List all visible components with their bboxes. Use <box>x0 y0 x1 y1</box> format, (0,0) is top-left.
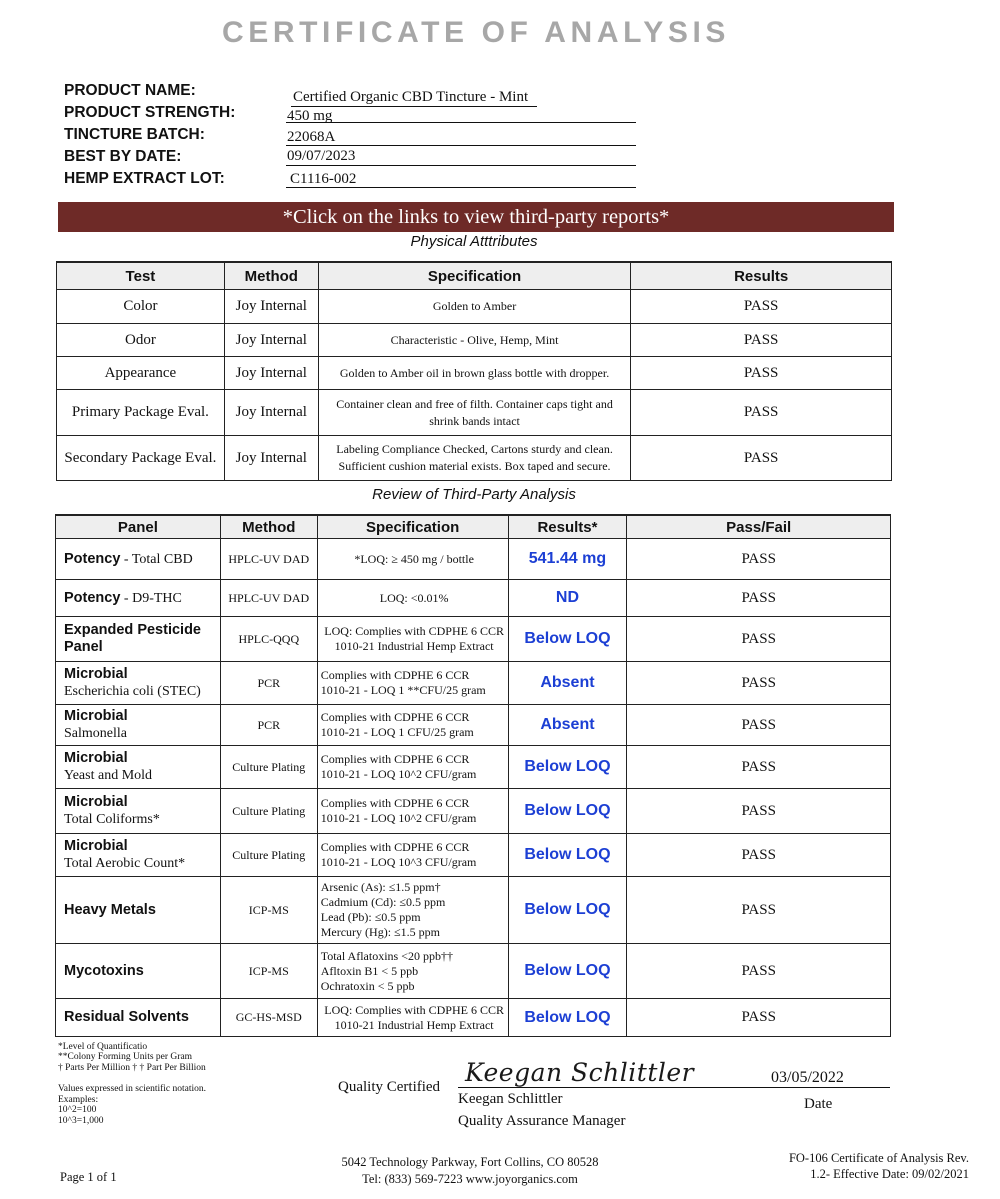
panel-specification <box>317 944 508 999</box>
table-row <box>56 705 891 746</box>
panel-method: ICP-MS <box>220 944 317 999</box>
panel-subtitle: Salmonella <box>64 726 127 741</box>
test-specification: Golden to Amber <box>318 290 631 324</box>
table-row <box>56 877 891 944</box>
tincture-batch-label: TINCTURE BATCH: <box>64 126 205 143</box>
table-row <box>57 390 892 436</box>
panel-name <box>56 944 221 999</box>
pass-fail: PASS <box>627 539 891 580</box>
pass-fail: PASS <box>627 944 891 999</box>
product-strength-value: 450 mg <box>287 108 333 124</box>
hemp-extract-lot-label: HEMP EXTRACT LOT: <box>64 170 225 187</box>
header-test: Test <box>57 262 225 290</box>
panel-title: Microbial <box>64 838 128 854</box>
header-method: Method <box>220 515 317 539</box>
panel-specification <box>317 746 508 789</box>
quality-certified-label: Quality Certified <box>338 1079 441 1095</box>
spec-line: 1010-21 Industrial Hemp Extract <box>334 639 494 653</box>
spec-line: Ochratoxin < 5 ppb <box>320 978 415 993</box>
spec-line: Arsenic (As): ≤1.5 ppm† <box>320 880 441 894</box>
header-specification: Specification <box>317 515 508 539</box>
panel-method: Culture Plating <box>220 746 317 789</box>
third-party-caption: Review of Third-Party Analysis <box>372 486 576 503</box>
panel-specification <box>317 617 508 662</box>
best-by-date-value: 09/07/2023 <box>287 148 356 164</box>
test-method: Joy Internal <box>224 357 318 390</box>
panel-subtitle: - Total CBD <box>120 551 193 567</box>
spec-line: Sufficient cushion material exists. Box taped and secure. <box>338 459 611 473</box>
test-specification <box>318 436 631 481</box>
header-results: Results <box>631 262 892 290</box>
panel-specification <box>317 789 508 834</box>
test-specification: Characteristic - Olive, Hemp, Mint <box>318 324 631 357</box>
spec-line: 1010-21 - LOQ 1 CFU/25 gram <box>320 725 474 739</box>
spec-line: Afltoxin B1 < 5 ppb <box>320 963 419 978</box>
table-row <box>56 580 891 617</box>
panel-subtitle: Total Coliforms* <box>64 812 160 827</box>
header-method: Method <box>224 262 318 290</box>
panel-subtitle: Escherichia coli (STEC) <box>64 684 201 699</box>
panel-title: Heavy Metals <box>64 901 156 918</box>
footnote-cfu: **Colony Forming Units per Gram <box>58 1052 193 1062</box>
product-name-value: Certified Organic CBD Tincture - Mint <box>293 89 529 105</box>
tincture-batch-underline <box>286 145 636 146</box>
panel-subtitle: - D9-THC <box>120 590 182 606</box>
spec-line: Container clean and free of filth. Container caps tight and <box>336 396 613 411</box>
pass-fail: PASS <box>627 580 891 617</box>
test-specification: Golden to Amber oil in brown glass bottle with dropper. <box>318 357 631 390</box>
result-link[interactable]: Below LOQ <box>508 877 627 944</box>
header-pass-fail: Pass/Fail <box>627 515 891 539</box>
test-method: Joy Internal <box>224 390 318 436</box>
test-name: Odor <box>57 324 225 357</box>
table-row <box>56 539 891 580</box>
panel-name <box>56 746 221 789</box>
spec-line: Complies with CDPHE 6 CCR <box>320 668 470 682</box>
form-effective-date: 1.2- Effective Date: 09/02/2021 <box>810 1167 969 1181</box>
third-party-reports-banner[interactable]: *Click on the links to view third-party reports* <box>58 202 894 232</box>
best-by-date-underline <box>286 165 636 166</box>
table-header-row <box>57 262 892 290</box>
spec-line: Lead (Pb): ≤0.5 ppm <box>320 910 421 924</box>
panel-specification <box>317 999 508 1037</box>
panel-name <box>56 617 221 662</box>
hemp-extract-lot-value: C1116-002 <box>290 171 357 187</box>
table-row <box>56 662 891 705</box>
panel-method: Culture Plating <box>220 834 317 877</box>
panel-name <box>56 580 221 617</box>
test-result: PASS <box>631 390 892 436</box>
result-link[interactable]: Absent <box>508 705 627 746</box>
panel-subtitle: Yeast and Mold <box>64 768 153 783</box>
test-result: PASS <box>631 436 892 481</box>
pass-fail: PASS <box>627 877 891 944</box>
footnote-loq: *Level of Quantificatio <box>58 1042 148 1052</box>
table-row <box>57 436 892 481</box>
panel-method: HPLC-UV DAD <box>220 580 317 617</box>
spec-line: 1010-21 - LOQ 10^3 CFU/gram <box>320 855 477 869</box>
panel-title: Panel <box>64 639 103 655</box>
spec-line: Complies with CDPHE 6 CCR <box>320 710 470 724</box>
signer-name: Keegan Schlittler <box>458 1091 563 1107</box>
best-by-date-label: BEST BY DATE: <box>64 148 182 165</box>
header-specification: Specification <box>318 262 631 290</box>
footnote-examples: Examples: <box>58 1095 99 1105</box>
date-label: Date <box>804 1096 833 1112</box>
physical-attributes-caption: Physical Atttributes <box>410 233 538 250</box>
panel-method: HPLC-UV DAD <box>220 539 317 580</box>
panel-specification <box>317 705 508 746</box>
header-results: Results* <box>508 515 627 539</box>
test-name: Appearance <box>57 357 225 390</box>
panel-method: ICP-MS <box>220 877 317 944</box>
physical-attributes-table <box>56 261 892 481</box>
pass-fail: PASS <box>627 999 891 1037</box>
table-row <box>56 834 891 877</box>
test-name: Secondary Package Eval. <box>57 436 225 481</box>
spec-line: shrink bands intact <box>429 413 520 428</box>
spec-line: 1010-21 Industrial Hemp Extract <box>334 1017 494 1032</box>
test-specification <box>318 390 631 436</box>
test-name: Color <box>57 290 225 324</box>
panel-specification <box>317 662 508 705</box>
panel-title: Potency <box>64 589 121 606</box>
spec-line: Complies with CDPHE 6 CCR <box>320 796 470 810</box>
pass-fail: PASS <box>627 834 891 877</box>
table-row <box>56 617 891 662</box>
panel-method: GC-HS-MSD <box>220 999 317 1037</box>
result-link[interactable]: 541.44 mg <box>508 539 627 580</box>
table-row <box>57 290 892 324</box>
spec-line: Complies with CDPHE 6 CCR <box>320 840 470 854</box>
panel-method: Culture Plating <box>220 789 317 834</box>
test-method: Joy Internal <box>224 436 318 481</box>
pass-fail: PASS <box>627 662 891 705</box>
footnote-example-1: 10^2=100 <box>58 1105 97 1115</box>
company-contact[interactable]: Tel: (833) 569-7223 www.joyorganics.com <box>362 1172 578 1186</box>
pass-fail: PASS <box>627 789 891 834</box>
test-method: Joy Internal <box>224 290 318 324</box>
product-name-underline <box>291 106 537 107</box>
spec-line: LOQ: Complies with CDPHE 6 CCR <box>324 1002 504 1017</box>
product-strength-underline <box>286 122 636 123</box>
result-link[interactable]: Below LOQ <box>508 789 627 834</box>
table-header-row <box>56 515 891 539</box>
spec-line: Cadmium (Cd): ≤0.5 ppm <box>320 895 446 909</box>
panel-method: HPLC-QQQ <box>220 617 317 662</box>
third-party-analysis-table <box>55 514 891 1037</box>
table-row <box>57 324 892 357</box>
spec-line: 1010-21 - LOQ 10^2 CFU/gram <box>320 767 477 781</box>
signature-script: Keegan Schlittler <box>465 1058 695 1087</box>
footnote-scientific: Values expressed in scientific notation. <box>58 1084 207 1094</box>
spec-line: Complies with CDPHE 6 CCR <box>320 752 470 766</box>
result-link[interactable]: Below LOQ <box>508 617 627 662</box>
table-row <box>57 357 892 390</box>
form-revision: FO-106 Certificate of Analysis Rev. <box>788 1151 969 1165</box>
table-row <box>56 746 891 789</box>
panel-title: Expanded Pesticide <box>64 622 201 638</box>
product-name-label: PRODUCT NAME: <box>64 82 196 99</box>
panel-specification: *LOQ: ≥ 450 mg / bottle <box>317 539 508 580</box>
panel-title: Microbial <box>64 750 128 766</box>
panel-name <box>56 834 221 877</box>
pass-fail: PASS <box>627 746 891 789</box>
test-result: PASS <box>631 324 892 357</box>
tincture-batch-value: 22068A <box>287 129 336 145</box>
panel-subtitle: Total Aerobic Count* <box>64 856 186 871</box>
test-result: PASS <box>631 290 892 324</box>
panel-specification <box>317 834 508 877</box>
result-link[interactable]: Below LOQ <box>508 834 627 877</box>
panel-title: Mycotoxins <box>64 962 144 979</box>
panel-title: Residual Solvents <box>64 1009 189 1025</box>
header-panel: Panel <box>56 515 221 539</box>
panel-method: PCR <box>220 662 317 705</box>
table-row <box>56 944 891 999</box>
panel-name <box>56 539 221 580</box>
result-link[interactable]: Absent <box>508 662 627 705</box>
test-method: Joy Internal <box>224 324 318 357</box>
spec-line: Total Aflatoxins <20 ppb†† <box>320 948 453 963</box>
panel-specification: LOQ: <0.01% <box>317 580 508 617</box>
certified-date: 03/05/2022 <box>771 1069 844 1086</box>
result-link[interactable]: Below LOQ <box>508 944 627 999</box>
panel-name <box>56 705 221 746</box>
panel-method: PCR <box>220 705 317 746</box>
signer-role: Quality Assurance Manager <box>458 1113 626 1129</box>
spec-line: 1010-21 - LOQ 10^2 CFU/gram <box>320 811 477 825</box>
panel-name <box>56 877 221 944</box>
test-result: PASS <box>631 357 892 390</box>
pass-fail: PASS <box>627 617 891 662</box>
panel-title: Microbial <box>64 794 128 810</box>
spec-line: LOQ: Complies with CDPHE 6 CCR <box>324 624 504 638</box>
table-row <box>56 999 891 1037</box>
result-link[interactable]: Below LOQ <box>508 746 627 789</box>
signature-line <box>458 1087 890 1088</box>
page-number: Page 1 of 1 <box>60 1170 117 1184</box>
spec-line: 1010-21 - LOQ 1 **CFU/25 gram <box>320 683 486 697</box>
panel-name <box>56 999 221 1037</box>
panel-title: Microbial <box>64 666 128 682</box>
footnote-example-2: 10^3=1,000 <box>58 1116 104 1126</box>
spec-line: Labeling Compliance Checked, Cartons sturdy and clean. <box>336 442 613 456</box>
panel-title: Potency <box>64 550 121 567</box>
hemp-extract-lot-underline <box>286 187 636 188</box>
result-link[interactable]: ND <box>508 580 627 617</box>
document-title: CERTIFICATE OF ANALYSIS <box>221 16 731 49</box>
table-row <box>56 789 891 834</box>
panel-specification <box>317 877 508 944</box>
result-link[interactable]: Below LOQ <box>508 999 627 1037</box>
pass-fail: PASS <box>627 705 891 746</box>
product-strength-label: PRODUCT STRENGTH: <box>64 104 236 121</box>
panel-name <box>56 789 221 834</box>
footnote-ppm-ppb: † Parts Per Million † † Part Per Billion <box>58 1063 206 1073</box>
spec-line: Mercury (Hg): ≤1.5 ppm <box>320 925 440 939</box>
test-name: Primary Package Eval. <box>57 390 225 436</box>
panel-name <box>56 662 221 705</box>
company-address: 5042 Technology Parkway, Fort Collins, CO 80528 <box>341 1155 599 1169</box>
panel-title: Microbial <box>64 708 128 724</box>
